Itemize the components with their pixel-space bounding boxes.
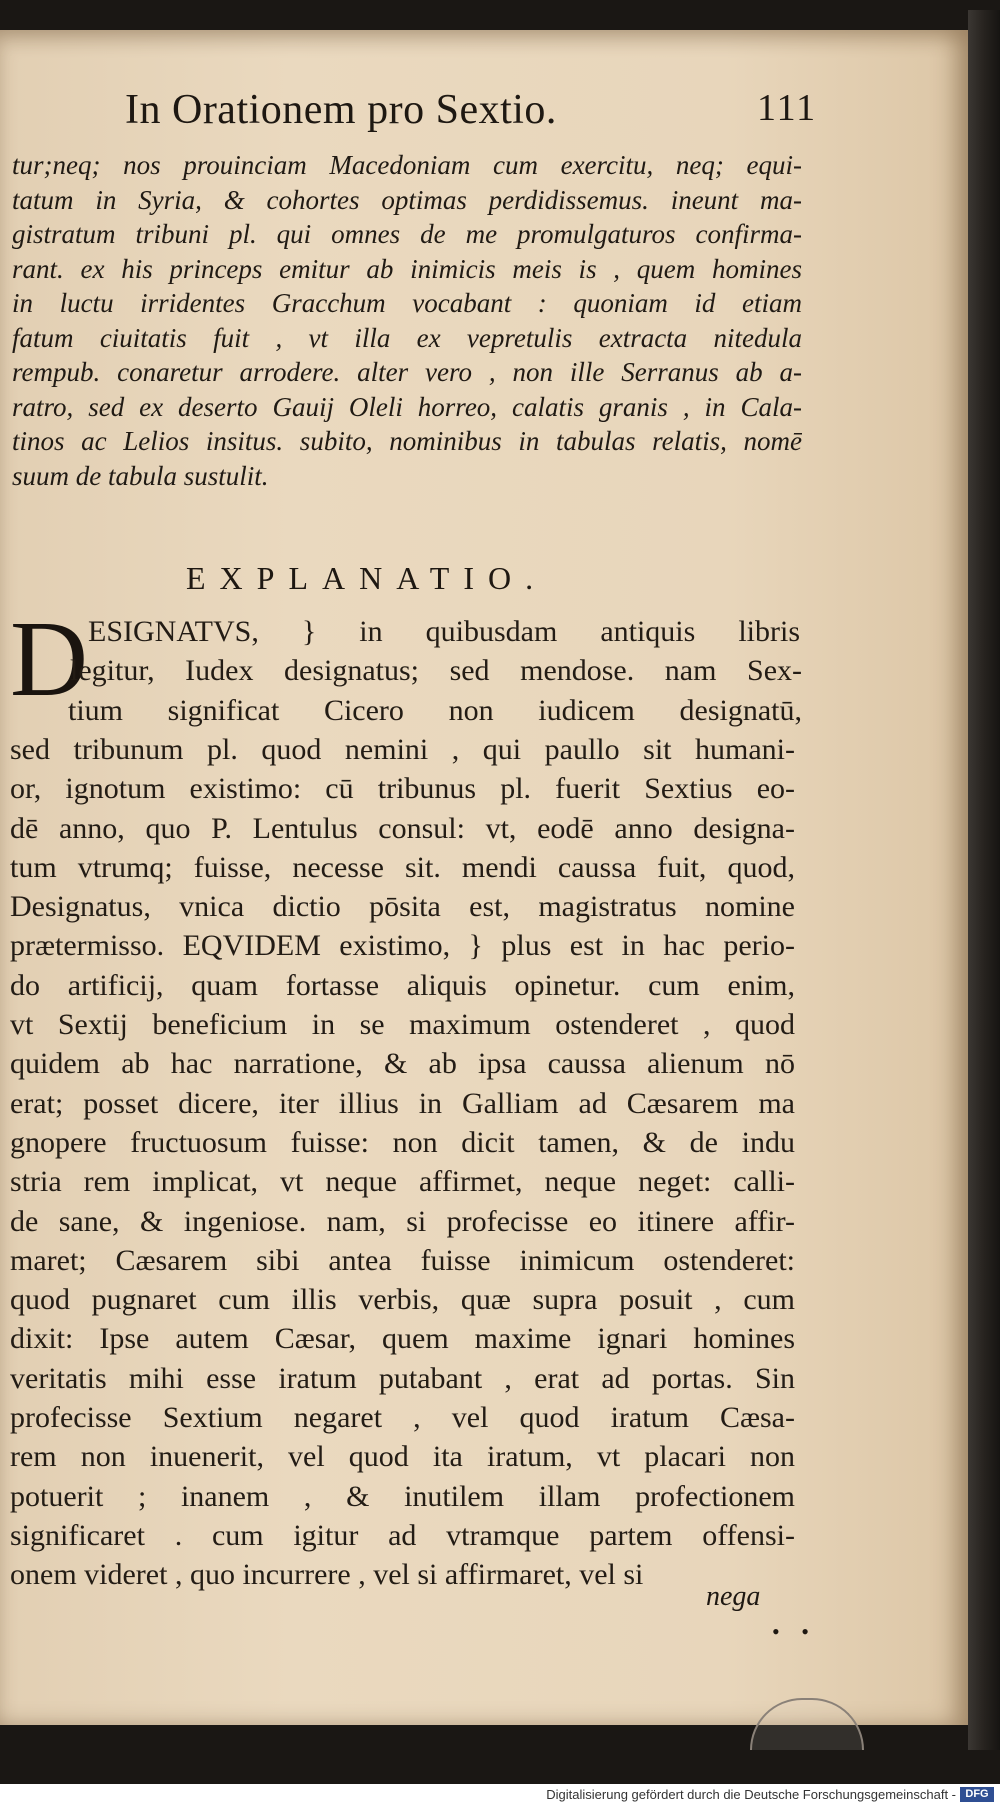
explanatio-line: do artificij, quam fortasse aliquis opinetur. cum enim, (10, 968, 795, 1002)
oration-line: tur;neq; nos prouinciam Macedoniam cum exercitu, neq; equi- (12, 150, 802, 180)
explanatio-line: tium significat Cicero non iudicem designatū, (68, 693, 802, 727)
explanatio-line: de sane, & ingeniose. nam, si profecisse eo itinere affir- (10, 1204, 795, 1238)
oration-line: rant. ex his princeps emitur ab inimicis meis is , quem homines (12, 253, 802, 284)
explanatio-line: veritatis mihi esse iratum putabant , erat ad portas. Sin (10, 1361, 795, 1395)
explanatio-line: ESIGNATVS, } in quibusdam antiquis libris (88, 615, 800, 648)
explanatio-line: gnopere fructuosum fuisse: non dicit tamen, & de indu (10, 1125, 795, 1159)
explanatio-line: rem non inuenerit, vel quod ita iratum, vt placari non (10, 1440, 795, 1474)
dfg-logo: DFG (960, 1787, 994, 1802)
explanatio-line: or, ignotum existimo: cū tribunus pl. fuerit Sextius eo- (10, 772, 795, 806)
explanatio-line: tum vtrumq; fuisse, necesse sit. mendi caussa fuit, quod, (10, 850, 795, 884)
oration-line: rempub. conaretur arrodere. alter vero , non ille Serranus ab a- (12, 357, 802, 387)
drop-capital: D (10, 600, 88, 719)
oration-line: ratro, sed ex deserto Gauij Oleli horreo, calatis granis , in Cala- (12, 391, 802, 422)
explanatio-line: sed tribunum pl. quod nemini , qui paullo sit humani- (10, 732, 795, 766)
oration-line: suum de tabula sustulit. (12, 460, 269, 491)
explanatio-line: stria rem implicat, vt neque affirmet, neque neget: calli- (10, 1165, 795, 1199)
explanatio-line: dē anno, quo P. Lentulus consul: vt, eodē anno designa- (10, 811, 795, 845)
explanatio-line: onem videret , quo incurrere , vel si affirmaret, vel si (10, 1558, 644, 1592)
page-number: 111 (757, 87, 818, 129)
oration-line: tinos ac Lelios insitus. subito, nominibus in tabulas relatis, nomē (12, 426, 802, 456)
section-heading: EXPLANATIO. (186, 560, 548, 596)
oration-line: tatum in Syria, & cohortes optimas perdidissemus. ineunt ma- (12, 184, 802, 215)
explanatio-line: dixit: Ipse autem Cæsar, quem maxime ignari homines (10, 1322, 795, 1356)
page-header (0, 86, 968, 146)
explanatio-line: vt Sextij beneficium in se maximum ostenderet , quod (10, 1008, 795, 1041)
catchword: nega (706, 1581, 761, 1612)
oration-line: fatum ciuitatis fuit , vt illa ex vepretulis extracta nitedula (12, 322, 802, 353)
explanatio-line: potuerit ; inanem , & inutilem illam profectionem (10, 1479, 795, 1513)
book-edge (968, 10, 1000, 1750)
oration-text-block (12, 148, 802, 493)
oration-line: gistratum tribuni pl. qui omnes de me promulgaturos confirma- (12, 219, 802, 249)
digitization-footer (0, 1784, 1000, 1808)
running-head: In Orationem pro Sextio. (125, 87, 557, 133)
explanatio-line: erat; posset dicere, iter illius in Galliam ad Cæsarem ma (10, 1086, 795, 1120)
explanatio-line: legitur, Iudex designatus; sed mendose. nam Sex- (70, 654, 802, 688)
explanatio-line: maret; Cæsarem sibi antea fuisse inimicum ostenderet: (10, 1243, 795, 1277)
explanatio-line: Designatus, vnica dictio pōsita est, magistratus nomine (10, 890, 795, 924)
explanatio-line: quod pugnaret cum illis verbis, quæ supra posuit , cum (10, 1283, 795, 1317)
oration-line: in luctu irridentes Gracchum vocabant : quoniam id etiam (12, 288, 802, 318)
signature-dots: • • (772, 1619, 817, 1644)
explanatio-line: quidem ab hac narratione, & ab ipsa caussa alienum nō (10, 1047, 795, 1081)
explanatio-line: significaret . cum igitur ad vtramque partem offensi- (10, 1518, 795, 1552)
explanatio-line: profecisse Sextium negaret , vel quod iratum Cæsa- (10, 1401, 795, 1434)
explanatio-line: prætermisso. EQVIDEM existimo, } plus est in hac perio- (10, 929, 795, 963)
footer-credit: Digitalisierung gefördert durch die Deutsche Forschungsgemeinschaft - (546, 1787, 956, 1802)
